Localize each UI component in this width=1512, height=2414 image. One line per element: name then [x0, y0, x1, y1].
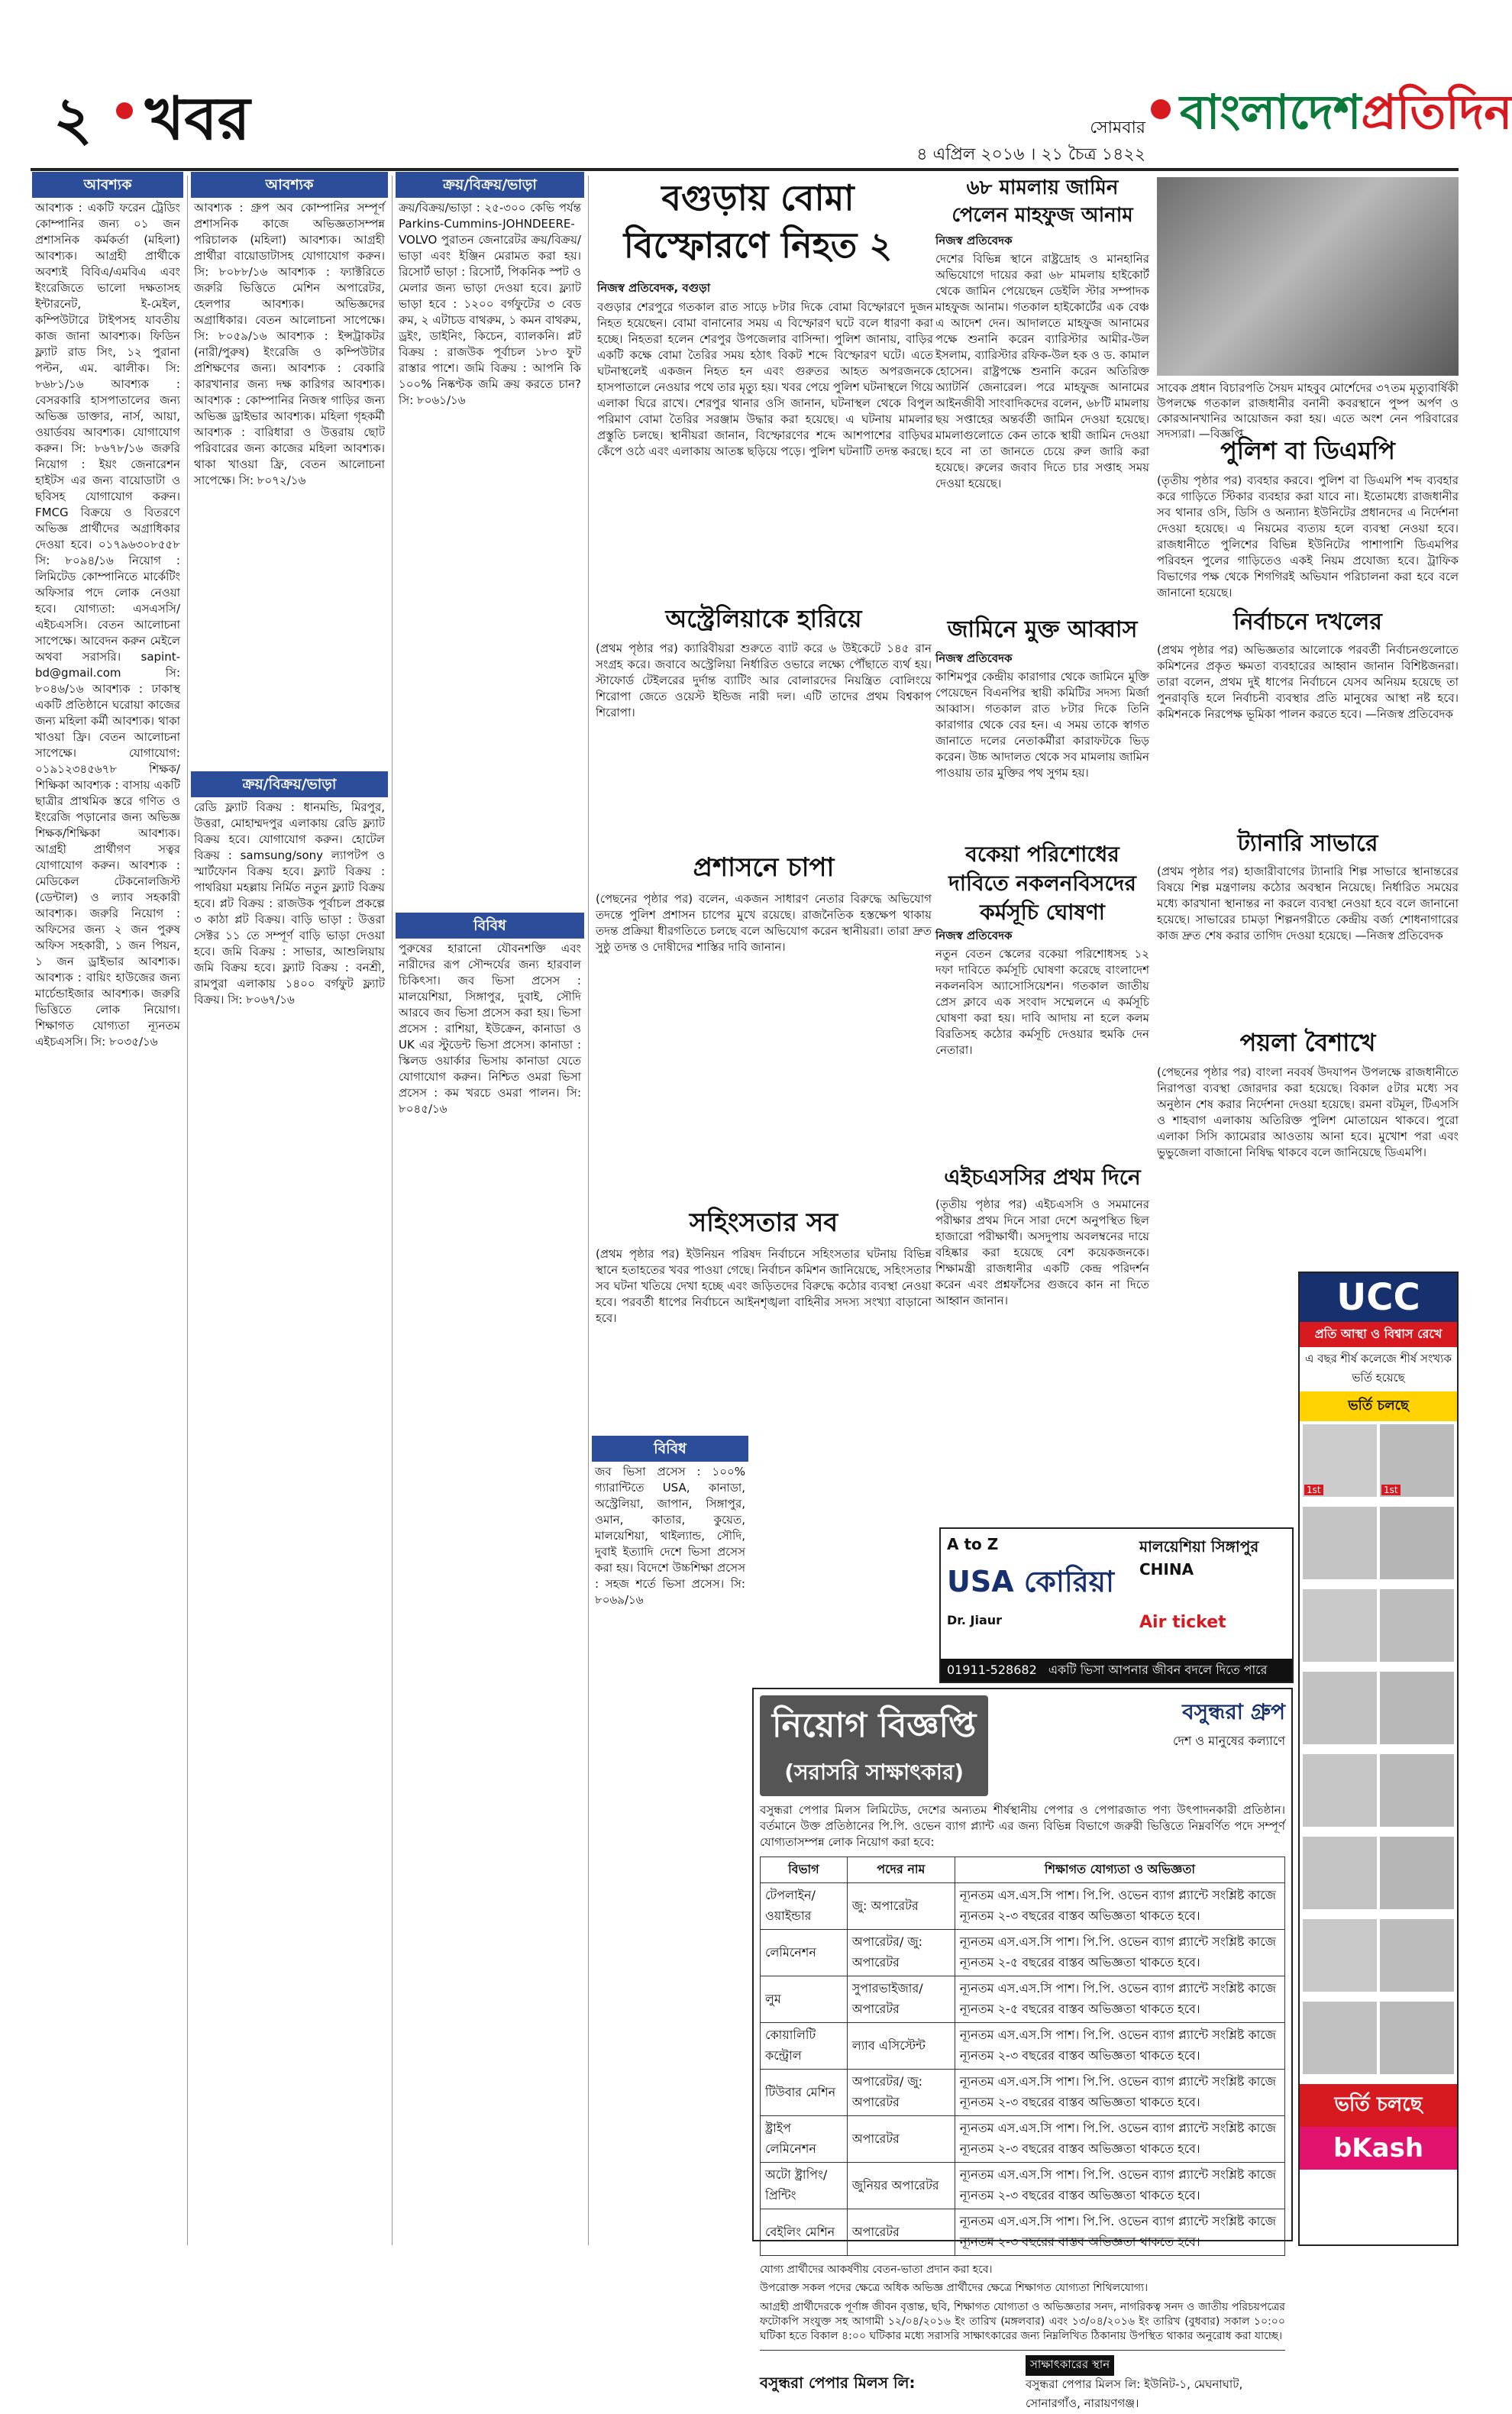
- mahfuz-body: দেশের বিভিন্ন স্থানে রাষ্ট্রদ্রোহ ও মানহানির অভিযোগে দায়ের করা ৬৮ মামলায় হাইকোর্ট থেকে জামিন পেয়েছেন ডেইলি স্টার সম্পাদক মাহফুজ আনাম। গতকাল হাইকোর্টের এক বেঞ্চ এ আদেশ দেন। আদালতে মাহফুজ আনামের পক্ষে শুনানি করেন ব্যারিস্টার আমীর-উল ইসলাম, ব্যারিস্টার রফিক-উল হক ও ড. কামাল হোসেন। রাষ্ট্রপক্ষে শুনানি করেন অতিরিক্ত অ্যাটর্নি জেনারেল। পরে মাহফুজ আনামের আইনজীবী সাংবাদিকদের বলেন, ৬৮টি মামলায় ছয় সপ্তাহের অন্তর্বর্তী জামিন দেওয়া হয়েছে। মামলাগুলোতে কেন তাকে স্থায়ী জামিন দেওয়া হবে না তা জানতে চেয়ে রুল জারি করা হয়েছে। রুলের জবাব দিতে চার সপ্তাহ সময় দেওয়া হয়েছে।: [935, 252, 1149, 490]
- student-photo: [1303, 1589, 1377, 1662]
- job-cell-dept: টেপলাইন/ ওয়াইন্ডার: [761, 1883, 848, 1930]
- classified-ads-text: আবশ্যক : গ্রুপ অব কোম্পানির সম্পূর্ণ প্রশাসনিক কাজে অভিজ্ঞতাসম্পন্ন পরিচালক (মহিলা) আবশ্যক। আগ্রহী প্রার্থীরা বায়োডাটাসহ যোগাযোগ করুন। সি: ৮০৮৮/১৬ আবশ্যক : ফ্যাক্টরিতে জরুরি ভিত্তিতে মেশিন অপারেটর, হেলপার আবশ্যক। অভিজ্ঞদের অগ্রাধিকার। বেতন আলোচনা সাপেক্ষে। সি: ৮০৫৯/১৬ আবশ্যক : ইন্সট্রাকটর (নারী/পুরুষ) ইংরেজি ও কম্পিউটার প্রশিক্ষণের জন্য। আবশ্যক : বেকারি কারখানার জন্য দক্ষ কারিগর আবশ্যক। আবশ্যক : কোম্পানির নিজস্ব গাড়ির জন্য অভিজ্ঞ ড্রাইভার আবশ্যক। মহিলা গৃহকর্মী আবশ্যক : বারিধারা ও উত্তরায় ছোট পরিবারের জন্য কাজের মহিলা আবশ্যক। থাকা খাওয়া ফ্রি, বেতন আলোচনা সাপেক্ষে। সি: ৮০৭২/১৬: [194, 201, 385, 487]
- boishakh-headline[interactable]: পয়লা বৈশাখে: [1239, 1028, 1376, 1057]
- job-table-row: [761, 1930, 1285, 1976]
- job-table: [760, 1857, 1285, 2256]
- job-ad[interactable]: [752, 1688, 1293, 2410]
- job-table-body: [761, 1883, 1285, 2256]
- hsc-body: (তৃতীয় পৃষ্ঠার পর) এইচএসসি ও সমমানের পরীক্ষার প্রথম দিনে সারা দেশে অনুপস্থিত ছিল হাজারো পরীক্ষার্থী। অসদুপায় অবলম্বনের দায়ে বহিষ্কার করা হয়েছে বেশ কয়েকজনকে। শিক্ষামন্ত্রী রাজধানীর একটি কেন্দ্র পরিদর্শন করেন এবং প্রশ্নফাঁসের গুজবে কান না দিতে আহ্বান জানান।: [935, 1197, 1149, 1307]
- student-photo: [1303, 1837, 1377, 1909]
- ostrelia-story: [596, 599, 932, 832]
- column-rule: [588, 176, 589, 2245]
- hsc-story: [935, 1161, 1149, 1388]
- job-cell-post: অপারেটর/ জু: অপারেটর: [847, 1930, 955, 1976]
- job-cell-req: ন্যূনতম এস.এস.সি পাশ। পি.পি. ওভেন ব্যাগ প্ল্যান্টে সংশ্লিষ্ট কাজে ন্যূনতম ২-৩ বছরের বাস্তব অভিজ্ঞতা থাকতে হবে।: [955, 2163, 1284, 2209]
- column-heading: আবশ্যক: [191, 172, 388, 198]
- ucc-admission: ভর্তি চলছে: [1300, 1391, 1457, 1421]
- header-rule: [31, 168, 1459, 171]
- police-story: [1157, 431, 1459, 603]
- ucc-logo: UCC: [1300, 1273, 1457, 1322]
- job-table-row: [761, 2116, 1285, 2163]
- ucc-tagline: প্রতি আস্থা ও বিশ্বাস রেখে: [1300, 1322, 1457, 1347]
- masthead: [0, 0, 1512, 172]
- travel-ticket: Air ticket: [1139, 1613, 1226, 1632]
- job-table-row: [761, 2070, 1285, 2116]
- job-cell-req: ন্যূনতম এস.এস.সি পাশ। পি.পি. ওভেন ব্যাগ প্ল্যান্টে সংশ্লিষ্ট কাজে ন্যূনতম ২-৩ বছরের বাস্তব অভিজ্ঞতা থাকতে হবে।: [955, 2023, 1284, 2070]
- classified-ads-text: জব ভিসা প্রসেস : ১০০% গ্যারান্টিতে USA, কানাডা, অস্ট্রেলিয়া, জাপান, সিঙ্গাপুর, ওমান, কাতার, কুয়েত, মালয়েশিয়া, থাইল্যান্ড, সৌদি, দুবাই ইত্যাদি দেশে ভিসা প্রসেস করা হয়। বিদেশে উচ্চশিক্ষা প্রসেস : সহজ শর্তে ভিসা প্রসেস। সি: ৮০৬৯/১৬: [595, 1465, 745, 1607]
- job-ad-title-box: [760, 1695, 988, 1796]
- travel-title2: USA কোরিয়া: [947, 1565, 1115, 1598]
- rank-badge: 1st: [1381, 1485, 1401, 1495]
- student-photo: [1380, 1754, 1454, 1827]
- column-heading: ক্রয়/বিক্রয়/ভাড়া: [396, 172, 584, 198]
- job-cell-post: অপারেটর: [847, 2209, 955, 2256]
- job-cell-req: ন্যূনতম এস.এস.সি পাশ। পি.পি. ওভেন ব্যাগ প্ল্যান্টে সংশ্লিষ্ট কাজে ন্যূনতম ২-৫ বছরের বাস্তব অভিজ্ঞতা থাকতে হবে।: [955, 1976, 1284, 2023]
- mahfuz-byline: নিজস্ব প্রতিবেদক: [935, 234, 1013, 247]
- abbas-byline: নিজস্ব প্রতিবেদক: [935, 651, 1013, 665]
- bokeya-body: নতুন বেতন স্কেলের বকেয়া পরিশোধসহ ১২ দফা দাবিতে কর্মসূচি ঘোষণা করেছে বাংলাদেশ নকলনবিস অ্যাসোসিয়েশন। গতকাল জাতীয় প্রেস ক্লাবে এক সংবাদ সম্মেলনে এ কর্মসূচি ঘোষণা করা হয়। দাবি আদায় না হলে কলম বিরতিসহ কঠোর কর্মসূচি দেওয়ার হুমকি দেন নেতারা।: [935, 947, 1149, 1057]
- job-table-row: [761, 2023, 1285, 2070]
- ucc-line2: এ বছর শীর্ষ কলেজে শীর্ষ সংখ্যক ভর্তি হয়েছে: [1304, 1352, 1452, 1385]
- lead-story-body: বগুড়ার শেরপুরে গতকাল রাত সাড়ে ৮টার দিকে বোমা বিস্ফোরণে দুজন নিহত হয়েছেন। বোমা বানানোর সময় এ বিস্ফোরণ ঘটে বলে ধারণা করা হচ্ছে। নিহতরা হলেন শেরপুর উপজেলার বাসিন্দা। পুলিশ জানায়, বাড়ির একটি কক্ষে বোমা তৈরির সময় হঠাৎ বিকট শব্দে বিস্ফোরণ ঘটে। এতে ঘটনাস্থলেই একজন নিহত হন এবং গুরুতর আহত অপরজনকে হাসপাতালে নেওয়ার পথে তার মৃত্যু হয়। খবর পেয়ে পুলিশ ঘটনাস্থলে গিয়ে এলাকা ঘিরে রাখে। শেরপুর থানার ওসি জানান, ঘটনাস্থল থেকে বিপুল পরিমাণ বোমা তৈরির সরঞ্জাম উদ্ধার করা হয়েছে। এ ঘটনায় মামলার প্রস্তুতি চলছে। স্থানীয়রা জানান, বিস্ফোরণের শব্দে আশপাশের বাড়িঘর কেঁপে ওঠে এবং এলাকায় আতঙ্ক ছড়িয়ে পড়ে। পুলিশ ঘটনাটি তদন্ত করছে।: [597, 300, 933, 458]
- job-cell-dept: টিউবার মেশিন: [761, 2070, 848, 2116]
- election-body: (প্রথম পৃষ্ঠার পর) অভিজ্ঞতার আলোকে পরবর্তী নির্বাচনগুলোতে কমিশনের প্রকৃত ক্ষমতা ব্যবহারের আহ্বান জানান বিশিষ্টজনরা। তারা বলেন, প্রথম দুই ধাপের নির্বাচনে যেসব অনিয়ম হয়েছে তা পুনরাবৃত্তি হলে নির্বাচনী ব্যবস্থার প্রতি মানুষের আস্থা নষ্ট হবে। কমিশনকে নিরপেক্ষ ভূমিকা পালন করতে হবে। —নিজস্ব প্রতিবেদক: [1157, 643, 1459, 721]
- student-photo: [1303, 1424, 1377, 1497]
- classified-column-2: [191, 172, 388, 768]
- tannery-headline[interactable]: ট্যানারি সাভারে: [1237, 830, 1378, 857]
- job-table-row: [761, 2163, 1285, 2209]
- column-rule: [392, 176, 393, 2245]
- job-cell-post: সুপারভাইজার/ অপারেটর: [847, 1976, 955, 2023]
- bkash-logo: bKash: [1300, 2127, 1457, 2170]
- travel-phone: 01911-528682: [947, 1663, 1037, 1677]
- lead-story-byline: নিজস্ব প্রতিবেদক, বগুড়া: [597, 281, 711, 295]
- job-cell-req: ন্যূনতম এস.এস.সি পাশ। পি.পি. ওভেন ব্যাগ প্ল্যান্টে সংশ্লিষ্ট কাজে ন্যূনতম ২-৫ বছরের বাস্তব অভিজ্ঞতা থাকতে হবে।: [955, 1930, 1284, 1976]
- student-photo: [1380, 1507, 1454, 1579]
- job-ad-venue-label: সাক্ষাৎকারের স্থান: [1026, 2355, 1114, 2376]
- tannery-body: (প্রথম পৃষ্ঠার পর) হাজারীবাগের ট্যানারি শিল্প সাভারে স্থানান্তরের বিষয়ে শিল্প মন্ত্রণালয় কঠোর অবস্থান নিয়েছে। নির্ধারিত সময়ের মধ্যে কারখানা স্থানান্তর না করলে ব্যবস্থা নেওয়া হবে বলে জানানো হয়েছে। সাভারের চামড়া শিল্পনগরীতে কেন্দ্রীয় বর্জ্য শোধনাগারের কাজ দ্রুত শেষ করার তাগিদ দেওয়া হয়েছে। —নিজস্ব প্রতিবেদক: [1157, 864, 1459, 942]
- logo-accent: প্রতিদিন: [1361, 84, 1512, 140]
- job-cell-req: ন্যূনতম এস.এস.সি পাশ। পি.পি. ওভেন ব্যাগ প্ল্যান্টে সংশ্লিষ্ট কাজে ন্যূনতম ২-৩ বছরের বাস্তব অভিজ্ঞতা থাকতে হবে।: [955, 2209, 1284, 2256]
- news-photo: [1157, 177, 1459, 376]
- job-ad-subtitle: (সরাসরি সাক্ষাৎকার): [784, 1760, 964, 1785]
- hsc-headline[interactable]: এইচএসসির প্রথম দিনে: [944, 1165, 1141, 1190]
- police-headline[interactable]: পুলিশ বা ডিএমপি: [1220, 436, 1395, 465]
- student-photo: [1380, 1589, 1454, 1662]
- job-col-dept: বিভাগ: [761, 1857, 848, 1883]
- job-table-row: [761, 2209, 1285, 2256]
- student-photo: [1303, 1507, 1377, 1579]
- sohingsota-headline[interactable]: সহিংসতার সব: [689, 1207, 838, 1238]
- classified-ads-text: আবশ্যক : একটি ফরেন ট্রেডিং কোম্পানির জন্য ০১ জন প্রশাসনিক কর্মকর্তা (মহিলা) আবশ্যক। আগ্রহী প্রার্থীকে অবশ্যই বিবিএ/এমবিএ এবং ইংরেজিতে ভালো দক্ষতাসহ ইন্টারনেট, ই-মেইল, কম্পিউটারে টাইপসহ যাবতীয় কাজ জানা আবশ্যক। ফিডিন ফ্ল্যাট রাড সিং, ১২ পুরানা পল্টন, এম. ঝালীক। সি: ৮৬৮১/১৬ আবশ্যক : বেসরকারি হাসপাতালের জন্য অভিজ্ঞ ডাক্তার, নার্স, আয়া, ওয়ার্ডবয় আবশ্যক। যোগাযোগ করুন। সি: ৮৬৭৮/১৬ জরুরি নিয়োগ : ইয়ং জেনারেশন হাইটস এর জন্য বায়োডাটা ও ছবিসহ যোগাযোগ করুন। FMCG বিক্রয়ে ও বিতরণে অভিজ্ঞ প্রার্থীদের অগ্রাধিকার দেওয়া হবে। ০১৭৯৬৩০৮৫৫৮ সি: ৮০৯৪/১৬ নিয়োগ : লিমিটেড কোম্পানিতে মার্কেটিং অফিসার পদে লোক নেওয়া হবে। যোগ্যতা: এসএসসি/এইচএসসি। বেতন আলোচনা সাপেক্ষে। আবেদন করুন মেইলে অথবা সরাসরি। sapint-bd@gmail.com সি: ৮০৪৬/১৬ আবশ্যক : ঢাকাস্থ একটি প্রতিষ্ঠানে ঘরোয়া কাজের জন্য মহিলা কর্মী আবশ্যক। থাকা খাওয়া ফ্রি। বেতন আলোচনা সাপেক্ষে। যোগাযোগ: ০১৯১২৩৪৫৬৭৮ শিক্ষক/শিক্ষিকা আবশ্যক : বাসায় একটি ছাত্রীর প্রাথমিক স্তরে গণিত ও ইংরেজি পড়ানোর জন্য অভিজ্ঞ শিক্ষক/শিক্ষিকা আবশ্যক। আগ্রহী প্রার্থীগণ সত্বর যোগাযোগ করুন। আবশ্যক : মেডিকেল টেকনোলজিস্ট (ডেন্টাল) ও ল্যাব সহকারী আবশ্যক। জরুরি নিয়োগ : অফিসের জন্য ২ জন পুরুষ অফিস সহকারী, ১ জন পিয়ন, ১ জন ড্রাইভার আবশ্যক। আবশ্যক : বায়িং হাউজের জন্য মার্চেন্ডাইজার আবশ্যক। জরুরি ভিত্তিতে লোক নিয়োগ। শিক্ষাগত যোগ্যতা ন্যূনতম এইচএসসি। সি: ৮০৩৫/১৬: [35, 201, 180, 1049]
- classified-column-3b: [396, 913, 584, 2245]
- newspaper-logo[interactable]: [1180, 76, 1512, 155]
- job-cell-post: অপারেটর: [847, 2116, 955, 2163]
- page-number: ২: [53, 84, 92, 154]
- job-cell-post: ল্যাব এসিস্টেন্ট: [847, 2023, 955, 2070]
- sohingsota-story: [596, 1203, 932, 1453]
- abbas-headline[interactable]: জামিনে মুক্ত আব্বাস: [947, 616, 1138, 643]
- lead-story-headline-box: [596, 174, 920, 270]
- classified-column-2b: [191, 771, 388, 2245]
- travel-slogan: একটি ভিসা আপনার জীবন বদলে দিতে পারে: [1048, 1663, 1268, 1677]
- job-table-row: [761, 1883, 1285, 1930]
- column-rule: [187, 176, 188, 2245]
- job-cell-dept: বেইলিং মেশিন: [761, 2209, 848, 2256]
- ucc-footer: ভর্তি চলছে: [1300, 2084, 1457, 2127]
- job-ad-company-slogan: দেশ ও মানুষের কল্যাণে: [1172, 1734, 1285, 1748]
- ucc-ad[interactable]: [1298, 1272, 1459, 2246]
- student-photo: [1303, 1919, 1377, 1992]
- election-story: [1157, 603, 1459, 810]
- ostrelia-body: (প্রথম পৃষ্ঠার পর) ক্যারিবীয়রা শুরুতে ব্যাট করে ৬ উইকেটে ১৪৫ রান সংগ্রহ করে। জবাবে অস্ট্রেলিয়া নির্ধারিত ওভারে লক্ষ্যে পৌঁছাতে ব্যর্থ হয়। স্টাফোর্ড টেইলরের দুর্দান্ত ব্যাটিং আর বোলারদের নিয়ন্ত্রিত বোলিংয়ে শিরোপা জেতে ওয়েস্ট ইন্ডিজ নারী দল। এটি তাদের প্রথম বিশ্বকাপ শিরোপা।: [596, 641, 932, 719]
- student-photo: [1380, 1672, 1454, 1744]
- job-cell-req: ন্যূনতম এস.এস.সি পাশ। পি.পি. ওভেন ব্যাগ প্ল্যান্টে সংশ্লিষ্ট কাজে ন্যূনতম ২-৩ বছরের বাস্তব অভিজ্ঞতা থাকতে হবে।: [955, 2070, 1284, 2116]
- abbas-body: কাশিমপুর কেন্দ্রীয় কারাগার থেকে জামিনে মুক্তি পেয়েছেন বিএনপির স্থায়ী কমিটির সদস্য মির্জা আব্বাস। গতকাল রাত ৮টার দিকে তিনি কারাগার থেকে বের হন। এ সময় তাকে স্বাগত জানাতে দলের নেতাকর্মীরা কারাফটকে ভিড় করেন। উচ্চ আদালত থেকে সব মামলায় জামিন পাওয়ায় তার মুক্তির পথ সুগম হয়।: [935, 670, 1149, 780]
- job-ad-company: বসুন্ধরা গ্রুপ: [1182, 1699, 1285, 1724]
- job-cell-dept: লুম: [761, 1976, 848, 2023]
- job-ad-address: [1026, 2355, 1285, 2414]
- travel-ad[interactable]: [939, 1527, 1294, 1683]
- job-cell-post: জুনিয়র অপারেটর: [847, 2163, 955, 2209]
- prosason-headline[interactable]: প্রশাসনে চাপা: [693, 852, 835, 883]
- job-ad-instructions: আগ্রহী প্রার্থীদেরকে পূর্ণাঙ্গ জীবন বৃত্তান্ত, ছবি, শিক্ষাগত যোগ্যতা ও অভিজ্ঞতার সনদ, নাগরিকত্ব সনদ ও জাতীয় পরিচয়পত্রের ফটোকপি সংযুক্ত সহ আগামী ১২/০৪/২০১৬ ইং তারিখ (মঙ্গলবার) এবং ১৩/০৪/২০১৬ ইং তারিখ (বুধবার) সকাল ১০:০০ ঘটিকা হতে বিকাল ৪:০০ ঘটিকার মধ্যে সরাসরি সাক্ষাৎকারের জন্য নিম্নলিখিত ঠিকানায় উপস্থিত থাকার অনুরোধ করা যাচ্ছে।: [760, 2301, 1285, 2342]
- job-ad-footer-company: বসুন্ধরা পেপার মিলস লি:: [760, 2374, 916, 2392]
- student-photo: [1303, 2002, 1377, 2074]
- job-cell-post: অপারেটর/ জু: অপারেটর: [847, 2070, 955, 2116]
- classified-column-3: [396, 172, 584, 905]
- bokeya-byline: নিজস্ব প্রতিবেদক: [935, 929, 1013, 942]
- travel-contact: Dr. Jiaur: [947, 1613, 1003, 1627]
- issue-date: ৪ এপ্রিল ২০১৬ । ২১ চৈত্র ১৪২২: [916, 145, 1145, 164]
- student-photo: [1380, 2002, 1454, 2074]
- election-headline[interactable]: নির্বাচনে দখলের: [1233, 609, 1382, 635]
- travel-footer: [941, 1659, 1292, 1682]
- job-ad-note2: উপরোক্ত সকল পদের ক্ষেত্রে অধিক অভিজ্ঞ প্রার্থীদের ক্ষেত্রে শিক্ষাগত যোগ্যতা শিথিলযোগ্য।: [760, 2282, 1149, 2294]
- ucc-results-grid: [1300, 1421, 1457, 2084]
- job-ad-header: [760, 1695, 1285, 1796]
- job-cell-dept: অটো ষ্ট্রাপিং/ প্রিন্টিং: [761, 2163, 848, 2209]
- column-heading: বিবিধ: [396, 913, 584, 939]
- job-table-row: [761, 1976, 1285, 2023]
- police-body: (তৃতীয় পৃষ্ঠার পর) ব্যবহার করবে। পুলিশ বা ডিএমপি শব্দ ব্যবহার করে গাড়িতে স্টিকার ব্যবহার করা যাবে না। ইতোমধ্যে রাজধানীর সব থানার ওসি, ডিসি ও অন্যান্য ইউনিটের প্রধানদের এ নির্দেশনা দেওয়া হয়েছে। এ নিয়মের ব্যত্যয় হলে ব্যবস্থা নেওয়া হবে। রাজধানীতে পুলিশের বিভিন্ন ইউনিটের পাশাপাশি ডিএমপির পরিবহন পুলের গাড়িতেও একই নিয়ম প্রযোজ্য হবে। ট্রাফিক বিভাগের পক্ষ থেকে শিগগিরই অভিযান পরিচালনা করা হবে বলে জানানো হয়েছে।: [1157, 473, 1459, 599]
- issue-day: সোমবার: [1090, 118, 1145, 137]
- mahfuz-story: [935, 174, 1149, 664]
- photo-caption: সাবেক প্রধান বিচারপতি সৈয়দ মাহবুব মোর্শেদের ৩৭তম মৃত্যুবার্ষিকী উপলক্ষে গতকাল রাজধানীর বনানী কবরস্থানে পুষ্প অর্পণ ও কোরআনখানির আয়োজন করা হয়। এতে অংশ নেন পরিবারের সদস্যরা। —বিজ্ঞপ্তি: [1157, 381, 1459, 441]
- job-col-post: পদের নাম: [847, 1857, 955, 1883]
- classified-column-4: [592, 1436, 748, 2245]
- job-ad-note1: যোগ্য প্রার্থীদের আকর্ষণীয় বেতন-ভাতা প্রদান করা হবে।: [760, 2264, 993, 2276]
- column-heading: ক্রয়/বিক্রয়/ভাড়া: [191, 771, 388, 797]
- prosason-story: [596, 848, 932, 1212]
- student-photo: [1380, 1837, 1454, 1909]
- job-cell-dept: লেমিনেশন: [761, 1930, 848, 1976]
- student-photo: [1380, 1919, 1454, 1992]
- sohingsota-body: (প্রথম পৃষ্ঠার পর) ইউনিয়ন পরিষদ নির্বাচনে সহিংসতার ঘটনায় বিভিন্ন স্থানে হতাহতের খবর পাওয়া গেছে। নির্বাচন কমিশন জানিয়েছে, সহিংসতার সব ঘটনা খতিয়ে দেখা হচ্ছে এবং জড়িতদের বিরুদ্ধে কঠোর ব্যবস্থা নেওয়া হবে। পরবর্তী ধাপের নির্বাচনে আইনশৃঙ্খলা বাহিনীর সদস্য সংখ্যা বাড়ানো হবে।: [596, 1247, 932, 1325]
- job-ad-company-box: [1173, 1695, 1285, 1752]
- job-cell-req: ন্যূনতম এস.এস.সি পাশ। পি.পি. ওভেন ব্যাগ প্ল্যান্টে সংশ্লিষ্ট কাজে ন্যূনতম ২-৩ বছরের বাস্তব অভিজ্ঞতা থাকতে হবে।: [955, 1883, 1284, 1930]
- prosason-body: (পেছনের পৃষ্ঠার পর) বলেন, একজন সাধারণ নেতার বিরুদ্ধে অভিযোগ তদন্তে পুলিশ প্রশাসন চাপের মুখে রয়েছে। রাজনৈতিক হস্তক্ষেপ থাকায় তদন্ত প্রক্রিয়া ধীরগতিতে চলছে বলে অভিযোগ করেন স্থানীয়রা। তারা দ্রুত সুষ্ঠু তদন্ত ও দোষীদের শাস্তির দাবি জানান।: [596, 892, 932, 954]
- boishakh-body: (পেছনের পৃষ্ঠার পর) বাংলা নববর্ষ উদযাপন উপলক্ষে রাজধানীতে নিরাপত্তা ব্যবস্থা জোরদার করা হয়েছে। বিকাল ৫টার মধ্যে সব অনুষ্ঠান শেষ করার নির্দেশনা দেওয়া হয়েছে। রমনা বটমূল, টিএসসি ও শাহবাগ এলাকায় অতিরিক্ত পুলিশ মোতায়েন থাকবে। পুরো এলাকা সিসি ক্যামেরার আওতায় আনা হবে। মুখোশ পরা এবং ভুভুজেলা বাজানো নিষিদ্ধ থাকবে বলে জানিয়েছে ডিএমপি।: [1157, 1065, 1459, 1159]
- logo-dot-icon: [1151, 99, 1171, 119]
- classified-column-1: [32, 172, 183, 2245]
- column-heading: আবশ্যক: [32, 172, 183, 198]
- classified-ads-text: পুরুষের হারানো যৌবনশক্তি এবং নারীদের রূপ সৌন্দর্যের জন্য হারবাল চিকিৎসা। জব ভিসা প্রসেস : মালয়েশিয়া, সিঙ্গাপুর, দুবাই, সৌদি আরবে জব ভিসা প্রসেস করা হয়। ভিসা প্রসেস : রাশিয়া, ইউক্রেন, কানাডা ও UK এর স্টুডেন্ট ভিসা প্রসেস। কানাডা : স্কিলড ওয়ার্কার ভিসায় কানাডা যেতে যোগাযোগ করুন। নিশ্চিত ওমরা ভিসা প্রসেস : কম খরচে ওমরা পালন। সি: ৮০৪৫/১৬: [399, 942, 581, 1116]
- logo-main: বাংলাদেশ: [1180, 84, 1362, 140]
- job-ad-intro: বসুন্ধরা পেপার মিলস লিমিটেড, দেশের অন্যতম শীর্ষস্থানীয় পেপার ও পেপারজাত পণ্য উৎপাদনকারী প্রতিষ্ঠান। বর্তমানে উক্ত প্রতিষ্ঠানের পি.পি. ওভেন ব্যাগ প্ল্যান্ট এর জন্য বিভিন্ন বিভাগে জরুরী ভিত্তিতে নিম্নবর্ণিত পদে সম্পূর্ণ যোগ্যতাসম্পন্ন লোক নিয়োগ করা হবে:: [760, 1803, 1285, 1849]
- abbas-story: [935, 611, 1149, 852]
- bokeya-headline[interactable]: বকেয়া পরিশোধের দাবিতে নকলনবিসদের কর্মসূচি ঘোষণা: [948, 842, 1136, 925]
- student-photo: [1303, 1754, 1377, 1827]
- section-title: খবর: [145, 84, 250, 154]
- job-ad-footer: [760, 2350, 1285, 2414]
- job-cell-dept: কোয়ালিটি কন্ট্রোল: [761, 2023, 848, 2070]
- job-ad-address-text: বসুন্ধরা পেপার মিলস লি: ইউনিট-১, মেঘনাঘাট, সোনারগাঁও, নারায়ণগঞ্জ।: [1026, 2377, 1243, 2410]
- column-heading: বিবিধ: [592, 1436, 748, 1462]
- tannery-story: [1157, 825, 1459, 1016]
- ostrelia-headline[interactable]: অস্ট্রেলিয়াকে হারিয়ে: [665, 604, 862, 633]
- job-cell-req: ন্যূনতম এস.এস.সি পাশ। পি.পি. ওভেন ব্যাগ প্ল্যান্টে সংশ্লিষ্ট কাজে ন্যূনতম ২-৩ বছরের বাস্তব অভিজ্ঞতা থাকতে হবে।: [955, 2116, 1284, 2163]
- boishakh-story: [1157, 1023, 1459, 1294]
- job-col-req: শিক্ষাগত যোগ্যতা ও অভিজ্ঞতা: [955, 1857, 1284, 1883]
- job-ad-title: নিয়োগ বিজ্ঞপ্তি: [772, 1706, 977, 1745]
- mahfuz-headline[interactable]: ৬৮ মামলায় জামিন পেলেন মাহফুজ আনাম: [951, 176, 1133, 227]
- bokeya-story: [935, 840, 1149, 1145]
- section-dot-icon: [116, 102, 133, 119]
- travel-title1: A to Z: [947, 1535, 999, 1553]
- travel-title3: মালয়েশিয়া সিঙ্গাপুর CHINA: [1139, 1537, 1259, 1579]
- student-photo: [1380, 1424, 1454, 1497]
- lead-story-headline[interactable]: বগুড়ায় বোমা বিস্ফোরণে নিহত ২: [623, 177, 893, 266]
- student-photo: [1303, 1672, 1377, 1744]
- rank-badge: 1st: [1304, 1485, 1323, 1495]
- classified-ads-text: ক্রয়/বিক্রয়/ভাড়া : ২৫-৩০০ কেভি পর্যন্ত Parkins-Cummins-JOHNDEERE-VOLVO পুরাতন জেনারেটর ক্রয়/বিক্রয়/ভাড়া এবং ইঞ্জিন মেরামত করা হয়। রিসোর্ট ভাড়া : রিসোর্ট, পিকনিক স্পট ও মেলার জন্য ভাড়া দেওয়া হবে। ফ্ল্যাট ভাড়া হবে : ১২০০ বর্গফুটের ৩ বেড রুম, ২ এটাচড বাথরুম, ১ কমন বাথরুম, ড্রইং, ডাইনিং, কিচেন, ব্যালকনি। প্লট বিক্রয় : রাজউক পূর্বাচল ১৮৩ ফুট রাস্তার পাশে। জমি বিক্রয় : আপনি কি ১০০% নিষ্কণ্টক জমি ক্রয় করতে চান? সি: ৮০৬১/১৬: [399, 201, 581, 407]
- job-cell-dept: ষ্ট্রাইপ লেমিনেশন: [761, 2116, 848, 2163]
- job-cell-post: জু: অপারেটর: [847, 1883, 955, 1930]
- classified-ads-text: রেডি ফ্ল্যাট বিক্রয় : ধানমন্ডি, মিরপুর, উত্তরা, মোহাম্মদপুর এলাকায় রেডি ফ্ল্যাট বিক্রয় হবে। যোগাযোগ করুন। হোটেল বিক্রয় : samsung/sony ল্যাপটপ ও স্মার্টফোন বিক্রয় হবে। ফ্ল্যাট বিক্রয় : পাথরিয়া মহল্লায় নির্মিত নতুন ফ্ল্যাট বিক্রয় হবে। প্লট বিক্রয় : রাজউক পূর্বাচল প্রকল্পে ৩ কাঠা প্লট বিক্রয়। বাড়ি ভাড়া : উত্তরা সেক্টর ১১ তে সম্পূর্ণ বাড়ি ভাড়া দেওয়া হবে। জমি বিক্রয় : সাভার, আশুলিয়ায় জমি বিক্রয় হবে। ফ্ল্যাট বিক্রয় : বনশ্রী, রামপুরা এলাকায় ১৪০০ বর্গফুট ফ্ল্যাট বিক্রয়। সি: ৮০৬৭/১৬: [194, 800, 385, 1007]
